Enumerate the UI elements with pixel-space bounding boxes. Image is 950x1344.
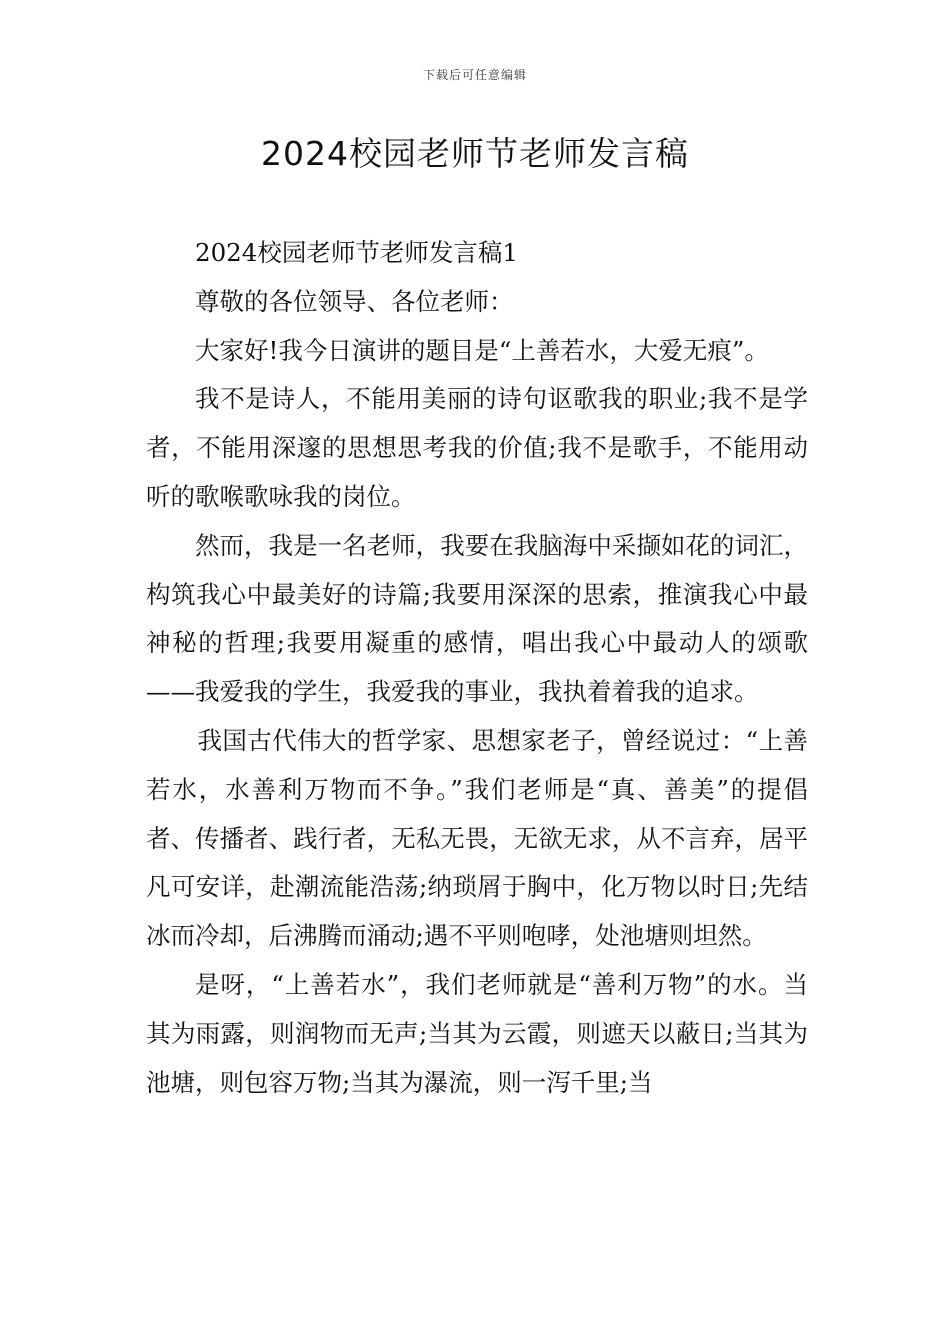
paragraph-body: 是呀，“上善若水”，我们老师就是“善利万物”的水。当其为雨露，则润物而无声;当其为云霞，则遮天以蔽日;当其为池塘，则包容万物;当其为瀑流，则一泻千里;当: [146, 969, 808, 1097]
paragraph-subtitle: 2024校园老师节老师发言稿1: [195, 238, 518, 267]
header-note: 下载后可任意编辑: [422, 68, 527, 82]
paragraph-body: 我国古代伟大的哲学家、思想家老子，曾经说过：“上善若水，水善利万物而不争。”我们老师是“真、善美”的提倡者、传播者、践行者，无私无畏，无欲无求，从不言弃，居平凡可安详，赴潮流能浩荡;纳琐屑于胸中，化万物以时日;先结冰而冷却，后沸腾而涌动;遇不平则咆哮，处池塘则坦然。: [146, 725, 808, 951]
paragraph-body: 然而，我是一名老师，我要在我脑海中采撷如花的词汇，构筑我心中最美好的诗篇;我要用深深的思索，推演我心中最神秘的哲理;我要用凝重的感情，唱出我心中最动人的颂歌——我爱我的学生，我爱我的事业，我执着着我的追求。: [146, 530, 808, 707]
paragraph-greeting: 大家好!我今日演讲的题目是“上善若水，大爱无痕”。: [195, 335, 769, 365]
document-body: [146, 229, 808, 1107]
paragraph-body: 我不是诗人，不能用美丽的诗句讴歌我的职业;我不是学者，不能用深邃的思想思考我的价值;我不是歌手，不能用动听的歌喉歌咏我的岗位。: [146, 384, 808, 511]
paragraph-salutation: 尊敬的各位领导、各位老师：: [195, 286, 514, 316]
document-title: 2024校园老师节老师发言稿: [261, 134, 689, 173]
